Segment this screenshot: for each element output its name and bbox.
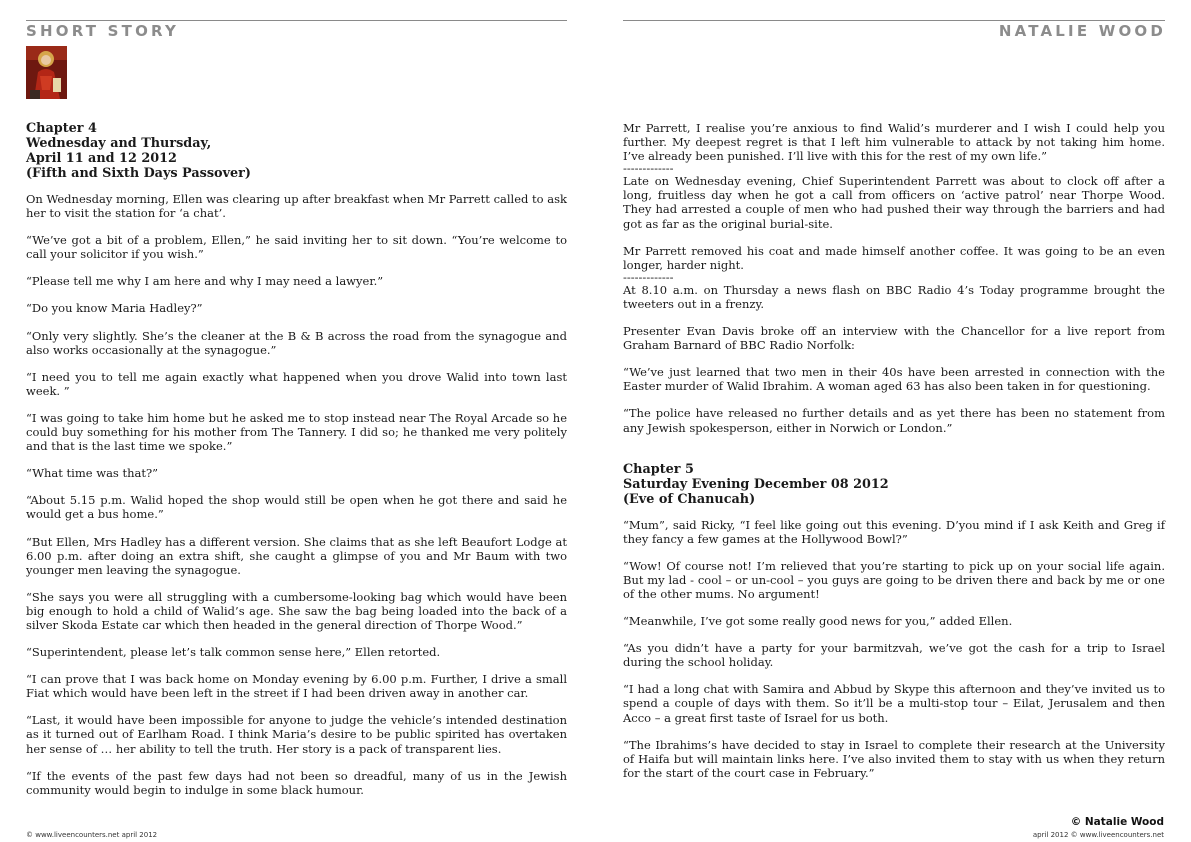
- paragraph: “Please tell me why I am here and why I may need a lawyer.”: [26, 274, 384, 289]
- chapter-5-subtitle-1: Saturday Evening December 08 2012: [623, 476, 889, 492]
- chapter-4-subtitle-3: (Fifth and Sixth Days Passover): [26, 166, 251, 181]
- chapter-5-heading: [623, 462, 1165, 507]
- left-header-rule: [26, 20, 567, 21]
- paragraph: “She says you were all struggling with a cumbersome-looking bag which would have been big enough to hold a child of Walid’s age. She saw the bag being loaded into the back of a silver Skoda Estate car which then headed in the general direction of Thorpe Wood.”: [26, 589, 567, 632]
- paragraph: “But Ellen, Mrs Hadley has a different version. She claims that as she left Beaufort Lodge at 6.00 p.m. after doing an extra shift, she caught a glimpse of you and Mr Baum with two younger men leaving the synagogue.: [26, 534, 567, 577]
- chapter-5-title: Chapter 5: [623, 461, 694, 477]
- paragraph: “The Ibrahims’s have decided to stay in Israel to complete their research at the University of Haifa but will maintain links here. I’ve also invited them to stay with us when they return for the start of the court case in February.”: [623, 737, 1165, 780]
- footer-right: april 2012 © www.liveencounters.net: [1032, 831, 1164, 839]
- paragraph: “We’ve just learned that two men in their 40s have been arrested in connection with the Easter murder of Walid Ibrahim. A woman aged 63 has also been taken in for questioning.: [623, 365, 1165, 394]
- chapter-4-title: Chapter 4: [26, 121, 97, 136]
- paragraph: Mr Parrett removed his coat and made himself another coffee. It was going to be an even longer, harder night.: [623, 243, 1165, 272]
- paragraph: Presenter Evan Davis broke off an interview with the Chancellor for a live report from Graham Barnard of BBC Radio Norfolk:: [623, 324, 1165, 353]
- illustration-thumbnail: [26, 46, 67, 99]
- paragraph: “I need you to tell me again exactly what happened when you drove Walid into town last week. ”: [26, 369, 567, 398]
- paragraph: Mr Parrett, I realise you’re anxious to find Walid’s murderer and I wish I could help you further. My deepest regret is that I left him vulnerable to attack by not taking him home. I’ve already been punished. I’ll live with this for the rest of my own life.”: [623, 121, 1165, 164]
- paragraph: “As you didn’t have a party for your barmitzvah, we’ve got the cash for a trip to Israel during the school holiday.: [623, 641, 1165, 670]
- paragraph: “About 5.15 p.m. Walid hoped the shop would still be open when he got there and said he would get a bus home.”: [26, 493, 567, 522]
- chapter-5-subtitle-2: (Eve of Chanucah): [623, 491, 756, 507]
- right-text-column: [623, 121, 1165, 793]
- paragraph: “The police have released no further details and as yet there has been no statement from any Jewish spokesperson, either in Norwich or London.”: [623, 406, 1165, 435]
- paragraph: “I can prove that I was back home on Monday evening by 6.00 p.m. Further, I drive a small Fiat which would have been left in the street if I had been driven away in another car.: [26, 672, 567, 701]
- right-header-rule: [623, 20, 1165, 21]
- footer-left: © www.liveencounters.net april 2012: [26, 831, 158, 839]
- paragraph: “Do you know Maria Hadley?”: [26, 301, 203, 316]
- chapter-4-subtitle-2: April 11 and 12 2012: [26, 151, 177, 166]
- paragraph: At 8.10 a.m. on Thursday a news flash on BBC Radio 4’s Today programme brought the tweeters out in a frenzy.: [623, 282, 1165, 311]
- paragraph: “Meanwhile, I’ve got some really good news for you,” added Ellen.: [623, 614, 1013, 629]
- section-label-left: SHORT STORY: [26, 22, 180, 40]
- paragraph: “If the events of the past few days had not been so dreadful, many of us in the Jewish community would begin to indulge in some black humour.: [26, 768, 567, 797]
- author-label-right: NATALIE WOOD: [998, 22, 1166, 40]
- paragraph: “We’ve got a bit of a problem, Ellen,” he said inviting her to sit down. “You’re welcome to call your solicitor if you wish.”: [26, 233, 567, 262]
- paragraph: “I was going to take him home but he asked me to stop instead near The Royal Arcade so he could buy something for his mother from The Tannery. I did so; he thanked me very politely and that is the last time we spoke.”: [26, 410, 567, 454]
- paragraph: “Mum”, said Ricky, “I feel like going out this evening. D’you mind if I ask Keith and Greg if they fancy a few games at the Hollywood Bowl?”: [623, 517, 1165, 546]
- paragraph: On Wednesday morning, Ellen was clearing up after breakfast when Mr Parrett called to ask her to visit the station for ‘a chat’.: [26, 192, 567, 221]
- section-divider: -------------: [623, 161, 674, 176]
- paragraph: “I had a long chat with Samira and Abbud by Skype this afternoon and they’ve invited us to spend a couple of days with them. So it’ll be a multi-stop tour – Eilat, Jerusalem and then Acco – a great first taste of Israel for us both.: [623, 682, 1165, 725]
- paragraph: “Last, it would have been impossible for anyone to judge the vehicle’s intended destination as it turned out of Earlham Road. I think Maria’s desire to be public spirited has overtaken her sense of … her ability to tell the truth. Her story is a pack of transparent lies.: [26, 713, 567, 756]
- left-text-column: [26, 121, 567, 810]
- copyright-author: © Natalie Wood: [1070, 816, 1164, 828]
- section-divider: -------------: [623, 269, 674, 284]
- saint-painting-image: [26, 46, 67, 99]
- paragraph: “Only very slightly. She’s the cleaner at the B & B across the road from the synagogue and also works occasionally at the synagogue.”: [26, 328, 567, 357]
- paragraph: “What time was that?”: [26, 466, 159, 481]
- paragraph: “Wow! Of course not! I’m relieved that you’re starting to pick up on your social life again. But my lad - cool – or un-cool – you guys are going to be driven there and back by me or one of the other mums. No argument!: [623, 558, 1165, 601]
- chapter-4-heading: [26, 121, 567, 181]
- paragraph: Late on Wednesday evening, Chief Superintendent Parrett was about to clock off after a long, fruitless day when he got a call from officers on ‘active patrol’ near Thorpe Wood. They had arrested a couple of men who had pushed their way through the barriers and had got as far as the original burial-site.: [623, 174, 1165, 231]
- paragraph: “Superintendent, please let’s talk common sense here,” Ellen retorted.: [26, 645, 441, 660]
- chapter-4-subtitle-1: Wednesday and Thursday,: [26, 136, 212, 151]
